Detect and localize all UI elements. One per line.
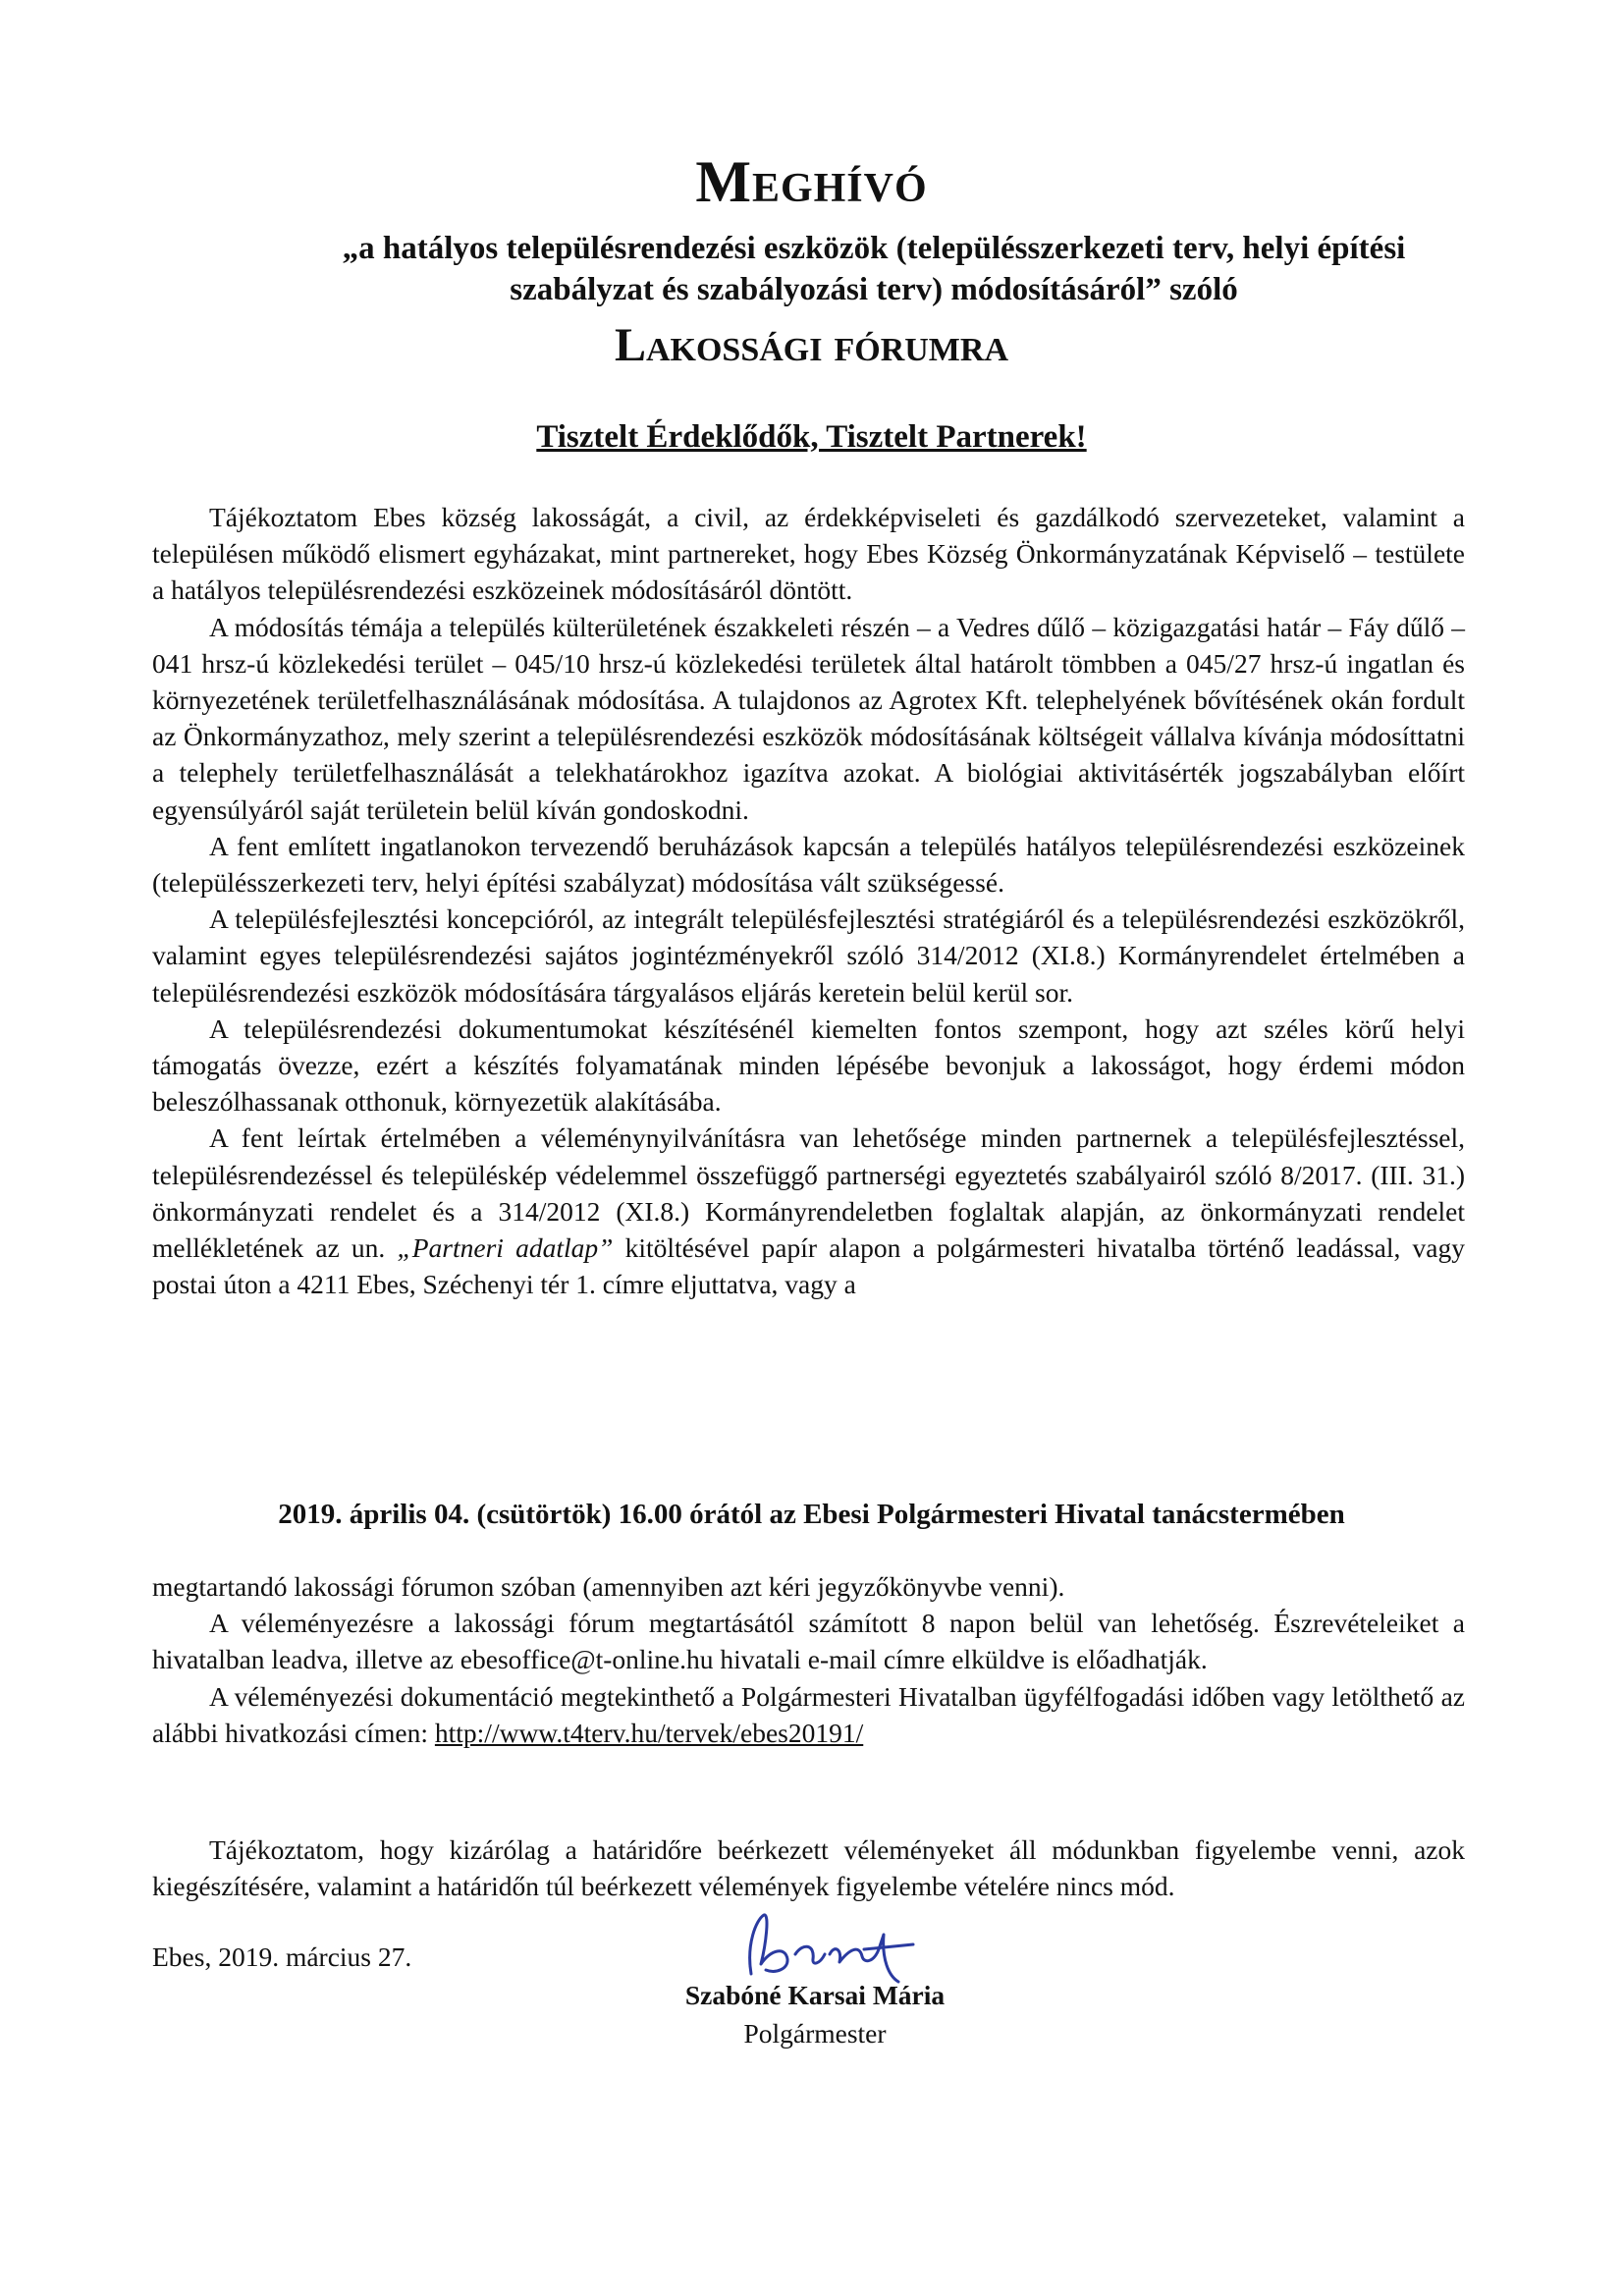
body-block-after-date xyxy=(152,1568,1465,1751)
paragraph: A véleményezésre a lakossági fórum megtartásától számított 8 napon belül van lehetőség. Észrevételeiket a hivatalban leadva, illetve az ebesoffice@t-online.hu hivatali e-mail címre elküldve is előadhatják. xyxy=(152,1608,1465,1675)
document-subtitle: „a hatályos településrendezési eszközök (településszerkezeti terv, helyi építési szabályzat és szabályozási terv) módosításáról” szóló xyxy=(342,231,1406,307)
paragraph xyxy=(152,1678,1465,1751)
paragraph: A településfejlesztési koncepcióról, az integrált településfejlesztési stratégiáról és a településrendezési eszközökről, valamint egyes településrendezési sajátos jogintézményekről szóló 314/2012 (XI.8.) Kormányrendelet értelmében a településrendezési eszközök módosítására tárgyalásos eljárás keretein belül kerül sor. xyxy=(152,903,1465,1008)
closing-paragraph: Tájékoztatom, hogy kizárólag a határidőre beérkezett véleményeket áll módunkban figyelembe venni, azok kiegészítésére, valamint a határidőn túl beérkezett vélemények figyelembe vételére nincs mód. xyxy=(152,1834,1465,1902)
forum-date-line: 2019. április 04. (csütörtök) 16.00 órától az Ebesi Polgármesteri Hivatal tanácstermében xyxy=(278,1499,1345,1530)
salutation: Tisztelt Érdeklődők, Tisztelt Partnerek! xyxy=(536,419,1087,455)
paragraph-text: kitöltésével papír alapon a polgármesteri hivatalba történő leadással, vagy postai úton a 4211 Ebes, Széchenyi tér 1. címre eljuttatva, vagy a xyxy=(152,1232,1465,1300)
paragraph-text: A véleményezési dokumentáció megtekinthető a Polgármesteri Hivatalban ügyfélfogadási időben vagy letölthető az alábbi hivatkozási címen: xyxy=(152,1680,1465,1748)
signer-name: Szabóné Karsai Mária xyxy=(684,1980,946,2010)
paragraph xyxy=(152,1120,1465,1302)
paragraph: A módosítás témája a település külterületének északkeleti részén – a Vedres dűlő – közigazgatási határ – Fáy dűlő – 041 hrsz-ú közlekedési terület – 045/10 hrsz-ú közlekedési területek által határolt tömbben a 045/27 hrsz-ú ingatlan és környezetének területfelhasználásának módosítása. A tulajdonos az Agrotex Kft. telephelyének bővítésének okán fordult az Önkormányzathoz, mely szerint a településrendezési eszközök módosításának költségeit vállalva kívánja módosíttatni a telephely területfelhasználását a telekhatárokhoz igazítva azokat. A biológiai aktivitásérték jogszabályban előírt egyensúlyáról saját területein belül kíván gondoskodni. xyxy=(152,611,1465,825)
paragraph-text: A fent leírtak értelmében a véleménynyilvánításra van lehetősége minden partnernek a településfejlesztéssel, településrendezéssel és településkép védelemmel összefüggő partnerségi egyeztetés szabályairól szóló 8/2017. (III. 31.) önkormányzati rendelet és a 314/2012 (XI.8.) Kormányrendeletben foglaltak alapján, az önkormányzati rendelet mellékletének az un. xyxy=(152,1122,1465,1264)
body-block-closing xyxy=(152,1831,1465,1904)
paragraph: Tájékoztatom Ebes község lakosságát, a civil, az érdekképviseleti és gazdálkodó szervezeteket, valamint a településen működő elismert egyházakat, mint partnereket, hogy Ebes Község Önkormányzatának Képviselő – testülete a hatályos településrendezési eszközeinek módosításáról döntött. xyxy=(152,502,1465,606)
body-block-main xyxy=(152,499,1465,1302)
documentation-link[interactable]: http://www.t4terv.hu/tervek/ebes20191/ xyxy=(434,1717,864,1748)
forum-title: Lakossági fórumra xyxy=(614,319,1009,371)
form-name: „Partneri adatlap” xyxy=(397,1232,614,1264)
place-date: Ebes, 2019. március 27. xyxy=(152,1941,412,1972)
document-title: Meghívó xyxy=(695,149,928,214)
paragraph: megtartandó lakossági fórumon szóban (amennyiben azt kéri jegyzőkönyvbe venni). xyxy=(152,1571,1065,1602)
signer-title: Polgármester xyxy=(743,2018,887,2049)
paragraph: A fent említett ingatlanokon tervezendő beruházások kapcsán a település hatályos településrendezési eszközeinek (településszerkezeti terv, helyi építési szabályzat) módosítása vált szükségessé. xyxy=(152,830,1465,899)
paragraph: A településrendezési dokumentumokat készítésénél kiemelten fontos szempont, hogy azt széles körű helyi támogatás övezze, ezért a készítés folyamatának minden lépésébe bevonjuk a lakosságot, hogy érdemi módon beleszólhassanak otthonuk, környezetük alakításába. xyxy=(152,1012,1465,1118)
